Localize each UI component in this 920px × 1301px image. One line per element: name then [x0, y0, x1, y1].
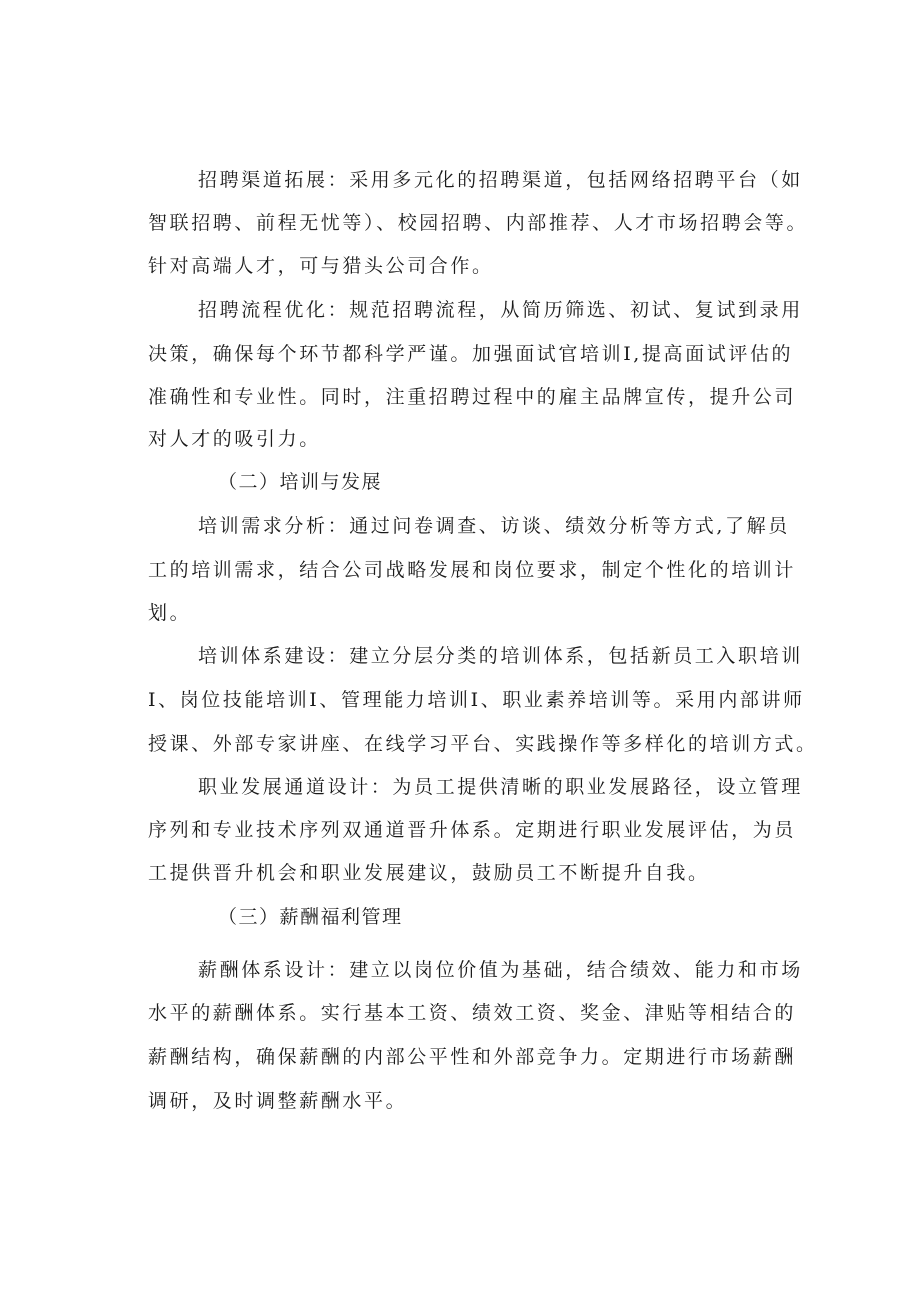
paragraph-recruitment-process-line-2: 决策，确保每个环节都科学严谨。加强面试官培训I,提高面试评估的	[148, 343, 794, 365]
paragraph-compensation-line-4: 调研，及时调整薪酬水平。	[148, 1090, 408, 1112]
paragraph-compensation-line-3: 薪酬结构，确保薪酬的内部公平性和外部竞争力。定期进行市场薪酬	[148, 1046, 797, 1068]
paragraph-recruitment-channels-line-3: 针对高端人才，可与猎头公司合作。	[148, 255, 494, 277]
paragraph-recruitment-channels-line-1: 招聘渠道拓展：采用多元化的招聘渠道，包括网络招聘平台（如	[198, 169, 803, 191]
paragraph-recruitment-process-line-4: 对人才的吸引力。	[148, 428, 321, 450]
paragraph-recruitment-channels-line-2: 智联招聘、前程无忧等）、校园招聘、内部推荐、人才市场招聘会等。	[148, 212, 809, 234]
paragraph-training-needs-line-2: 工的培训需求，结合公司战略发展和岗位要求，制定个性化的培训计	[148, 559, 797, 581]
section-heading-compensation: （三）薪酬福利管理	[218, 906, 403, 928]
paragraph-recruitment-process-line-1: 招聘流程优化：规范招聘流程，从简历筛选、初试、复试到录用	[198, 299, 803, 321]
paragraph-training-system-line-2: I、岗位技能培训I、管理能力培训I、职业素养培训等。采用内部讲师	[148, 689, 805, 711]
paragraph-career-path-line-3: 工提供晋升机会和职业发展建议，鼓励员工不断提升自我。	[148, 862, 710, 884]
paragraph-career-path-line-1: 职业发展通道设计：为员工提供清晰的职业发展路径，设立管理	[198, 776, 803, 798]
paragraph-training-needs-line-1: 培训需求分析：通过问卷调查、访谈、绩效分析等方式,了解员	[198, 515, 790, 537]
paragraph-compensation-line-1: 薪酬体系设计：建立以岗位价值为基础，结合绩效、能力和市场	[198, 959, 803, 981]
section-heading-training: （二）培训与发展	[218, 471, 383, 493]
paragraph-training-needs-line-3: 划。	[148, 602, 192, 624]
paragraph-career-path-line-2: 序列和专业技术序列双通道晋升体系。定期进行职业发展评估，为员	[148, 819, 797, 841]
paragraph-training-system-line-1: 培训体系建设：建立分层分类的培训体系，包括新员工入职培训	[198, 645, 803, 667]
paragraph-training-system-line-3: 授课、外部专家讲座、在线学习平台、实践操作等多样化的培训方式。	[148, 733, 818, 755]
paragraph-compensation-line-2: 水平的薪酬体系。实行基本工资、绩效工资、奖金、津贴等相结合的	[148, 1002, 797, 1024]
paragraph-recruitment-process-line-3: 准确性和专业性。同时，注重招聘过程中的雇主品牌宣传，提升公司	[148, 386, 797, 408]
